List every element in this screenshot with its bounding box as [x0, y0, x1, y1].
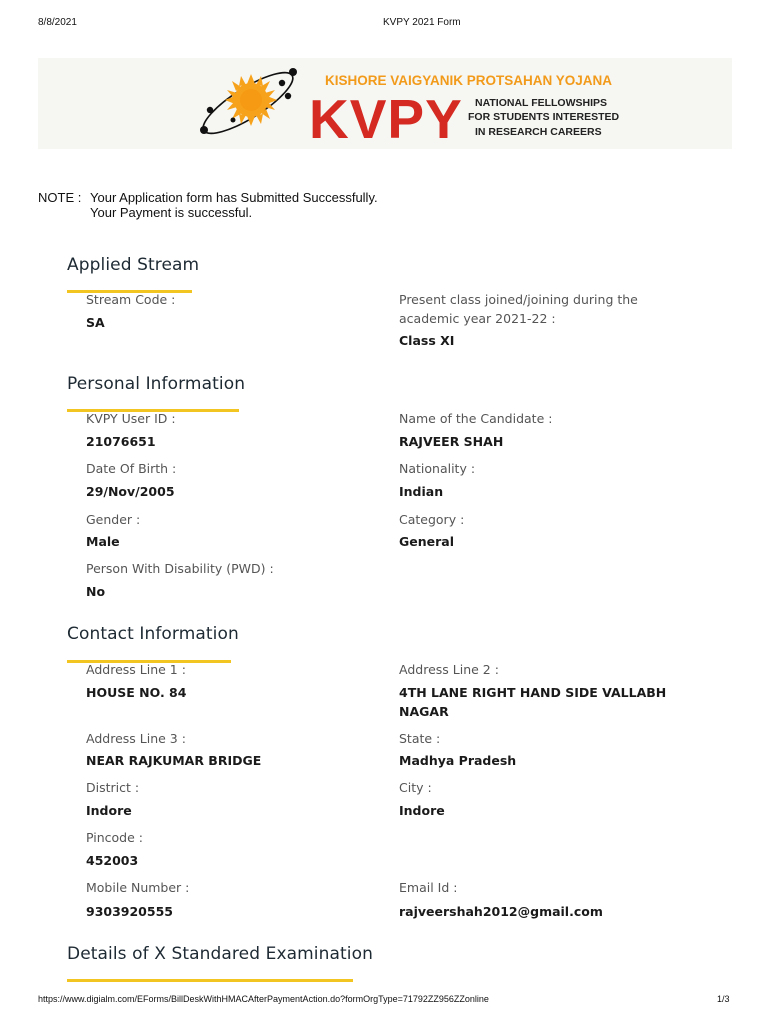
pwd-label: Person With Disability (PWD) :	[86, 561, 274, 576]
district-value: Indore	[86, 803, 132, 818]
section-applied-stream-title: Applied Stream	[67, 255, 200, 275]
address-line-2-value: 4TH LANE RIGHT HAND SIDE VALLABH NAGAR	[399, 685, 667, 719]
stream-code-value: SA	[86, 315, 105, 330]
banner-tagline-1: NATIONAL FELLOWSHIPS	[475, 97, 608, 109]
banner-title-text: KISHORE VAIGYANIK PROTSAHAN YOJANA	[325, 73, 613, 88]
note-label: NOTE :	[38, 190, 82, 205]
section-underline	[67, 979, 353, 982]
banner-tagline-3: IN RESEARCH CAREERS	[475, 126, 602, 138]
pwd-value: No	[86, 584, 106, 599]
nationality-value: Indian	[399, 484, 444, 499]
gender-value: Male	[86, 534, 120, 549]
user-id-label: KVPY User ID :	[86, 411, 176, 426]
city-label: City :	[399, 780, 432, 795]
address-line-1-value: HOUSE NO. 84	[86, 685, 187, 700]
dob-value: 29/Nov/2005	[86, 484, 175, 499]
stream-code-label: Stream Code :	[86, 292, 176, 307]
section-x-standard-title: Details of X Standared Examination	[67, 944, 373, 964]
present-class-label: Present class joined/joining during the academic year 2021-22 :	[399, 292, 638, 326]
candidate-name-value: RAJVEER SHAH	[399, 434, 504, 449]
mobile-value: 9303920555	[86, 904, 173, 919]
mobile-label: Mobile Number :	[86, 880, 190, 895]
print-date: 8/8/2021	[38, 17, 77, 28]
email-label: Email Id :	[399, 880, 458, 895]
pincode-label: Pincode :	[86, 830, 143, 845]
dob-label: Date Of Birth :	[86, 461, 177, 476]
kvpy-banner	[38, 58, 732, 149]
user-id-value: 21076651	[86, 434, 156, 449]
gender-label: Gender :	[86, 512, 141, 527]
city-value: Indore	[399, 803, 445, 818]
email-value: rajveershah2012@gmail.com	[399, 904, 603, 919]
address-line-1-label: Address Line 1 :	[86, 662, 186, 677]
print-title: KVPY 2021 Form	[383, 17, 461, 28]
kvpy-logo-text: KVPY	[309, 88, 463, 149]
candidate-name-label: Name of the Candidate :	[399, 411, 553, 426]
note-text: Your Application form has Submitted Successfully. Your Payment is successful.	[90, 190, 378, 220]
section-personal-title: Personal Information	[67, 374, 246, 394]
address-line-2-label: Address Line 2 :	[399, 662, 499, 677]
present-class-value: Class XI	[399, 333, 455, 348]
kvpy-logo	[38, 58, 732, 149]
address-line-3-value: NEAR RAJKUMAR BRIDGE	[86, 753, 262, 768]
page-number: 1/3	[717, 994, 730, 1004]
address-line-3-label: Address Line 3 :	[86, 731, 186, 746]
banner-tagline-2: FOR STUDENTS INTERESTED	[468, 111, 620, 123]
nationality-label: Nationality :	[399, 461, 476, 476]
state-value: Madhya Pradesh	[399, 753, 517, 768]
pincode-value: 452003	[86, 853, 139, 868]
section-contact-title: Contact Information	[67, 624, 239, 644]
print-url: https://www.digialm.com/EForms/BillDeskWithHMACAfterPaymentAction.do?formOrgType=71792ZZ956ZZonline	[38, 994, 489, 1004]
category-label: Category :	[399, 512, 465, 527]
state-label: State :	[399, 731, 441, 746]
district-label: District :	[86, 780, 140, 795]
category-value: General	[399, 534, 454, 549]
